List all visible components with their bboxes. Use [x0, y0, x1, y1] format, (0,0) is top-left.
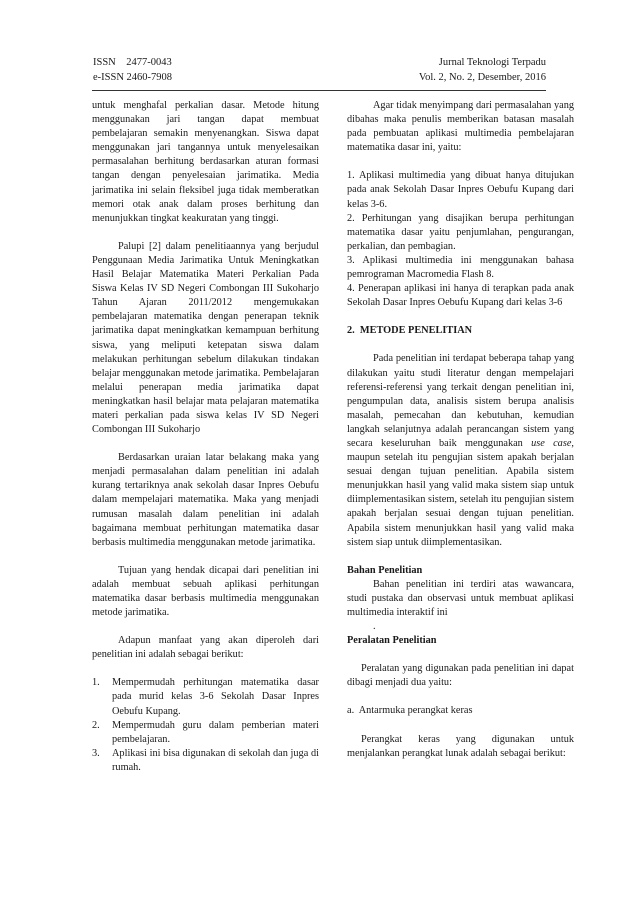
text-run: , maupun setelah itu pengujian sistem apakah berjalan sesuai dengan tujuan penelitian. Apabila sistem menunjukkan hasil yang valid maka sistem siap untuk diimplementasikan sistem, setelah itu pengujian sistem apakah berjalan sesuai dengan tujuan penelitian. Apabila sistem menunjukkan hasil yang valid maka sistem siap untuk diimplementasikan. [347, 437, 574, 548]
subsection-heading: Peralatan Penelitian [347, 635, 437, 647]
limitation-item: 2. Perhitungan yang disajikan berupa perhitungan matematika dasar yaitu penjumlahan, pengurangan, perkalian, dan pembagian. [347, 212, 574, 252]
section-heading: 2. METODE PENELITIAN [347, 325, 473, 337]
list-text: Mempermudah perhitungan matematika dasar pada murid kelas 3-6 Sekolah Dasar Inpres Oebufu Kupang. [112, 677, 319, 717]
running-header-right [419, 55, 546, 85]
emphasis-text: use case [531, 437, 572, 449]
paragraph: Perangkat keras yang digunakan untuk menjalankan perangkat lunak adalah sebagai berikut: [347, 733, 574, 759]
list-text: Mempermudah guru dalam pemberian materi pembelajaran. [112, 719, 319, 745]
left-column [92, 99, 319, 775]
limitation-item: 3. Aplikasi multimedia ini menggunakan bahasa pemrograman Macromedia Flash 8. [347, 254, 574, 281]
list-item [92, 747, 319, 775]
paragraph: Berdasarkan uraian latar belakang maka yang menjadi permasalahan dalam penelitian ini adalah kurang tertariknya anak sekolah dasar Inpres Oebufu dalam mempelajari matematika. Maka yang menjadi rumusan masalah dalam penelitian ini adalah bagaimana membuat perhitungan matematika dasar berbasis multimedia menggunakan metode jarimatika. [92, 452, 319, 548]
list-number: 3. [92, 747, 100, 759]
sub-item: a. Antarmuka perangkat keras [347, 705, 473, 717]
list-text: Aplikasi ini bisa digunakan di sekolah dan juga di rumah. [112, 747, 319, 773]
stray-dot: . [373, 621, 376, 633]
eissn-text: e-ISSN 2460-7908 [93, 72, 173, 83]
journal-name: Jurnal Teknologi Terpadu [438, 57, 546, 68]
header-divider [92, 90, 546, 91]
paragraph: untuk menghafal perkalian dasar. Metode hitung menggunakan jari tangan dapat membuat pembelajaran semakin menyenangkan. Siswa dapat menggunakan jari tangannya untuk menyelesaikan permasalahan berhitung berdasarkan aturan formasi tangan dengan penyelesaian jarimatika. Media jarimatika ini selain fleksibel juga tidak memberatkan memori otak anak dalam proses berhitung dan menunjukkan tingkat keakuratan yang tinggi. [92, 100, 319, 224]
limitation-item: 1. Aplikasi multimedia yang dibuat hanya ditujukan pada anak Sekolah Dasar Inpres Oebufu Kupang dari kelas 3-6. [347, 170, 574, 210]
subsection-heading: Bahan Penelitian [347, 564, 423, 576]
paragraph: Palupi [2] dalam penelitiaannya yang berjudul Penggunaan Media Jarimatika Untuk Meningkatkan Hasil Belajar Matematika Materi Perkalian Pada Siswa Kelas IV SD Negeri Combongan III Sukoharjo Tahun Ajaran 2011/2012 mengemukakan pembelajaran matematika dengan penerapan teknik jarimatika dapat meningkatkan kemampuan berhitung siswa, yang meliputi ketepatan siswa dalam melakukan perhitungan sebelum dilakukan tindakan belajar menggunakan metode jarimatika. Pembelajaran melalui penerapan media jarimatika dapat meningkatkan hasil belajar mata pelajaran matematika materi perkalian pada siswa kelas IV SD Negeri Combongan III Sukoharjo [92, 240, 319, 436]
running-header-left [93, 55, 172, 85]
paragraph: Tujuan yang hendak dicapai dari penelitian ini adalah membuat sebuah aplikasi perhitungan matematika dasar berbasis multimedia menggunakan metode jarimatika. [92, 564, 319, 619]
limitation-item: 4. Penerapan aplikasi ini hanya di terapkan pada anak Sekolah Dasar Inpres Oebufu Kupang dari kelas 3-6 [347, 283, 574, 309]
right-column [347, 99, 574, 761]
paragraph: Agar tidak menyimpang dari permasalahan yang dibahas maka penulis memberikan batasan masalah pada pembuatan aplikasi multimedia pembelajaran matematika dasar ini, yaitu: [347, 100, 574, 154]
volume-info: Vol. 2, No. 2, Desember, 2016 [418, 72, 546, 83]
list-number: 1. [92, 677, 100, 689]
list-item [92, 719, 319, 747]
benefits-list [92, 676, 319, 775]
paragraph: Bahan penelitian ini terdiri atas wawancara, studi pustaka dan observasi untuk membuat aplikasi multimedia interaktif ini [347, 578, 574, 618]
issn-text: ISSN 2477-0043 [93, 57, 172, 68]
text-run: Pada penelitian ini terdapat beberapa tahap yang dilakukan yaitu studi literatur dengan mempelajari referensi-referensi yang terkait dengan penelitian ini, pengumpulan data, analisis sistem berupa analisis masalah, pemecahan dan kebutuhan, kemudian langkah selanjutnya adalah perancangan sistem yang secara keseluruhan baik menggunakan [347, 353, 574, 449]
paragraph [347, 352, 574, 549]
paragraph: Peralatan yang digunakan pada penelitian ini dapat dibagi menjadi dua yaitu: [347, 663, 574, 689]
paragraph: Adapun manfaat yang akan diperoleh dari penelitian ini adalah sebagai berikut: [92, 635, 319, 661]
list-item [92, 676, 319, 718]
list-number: 2. [92, 719, 100, 731]
